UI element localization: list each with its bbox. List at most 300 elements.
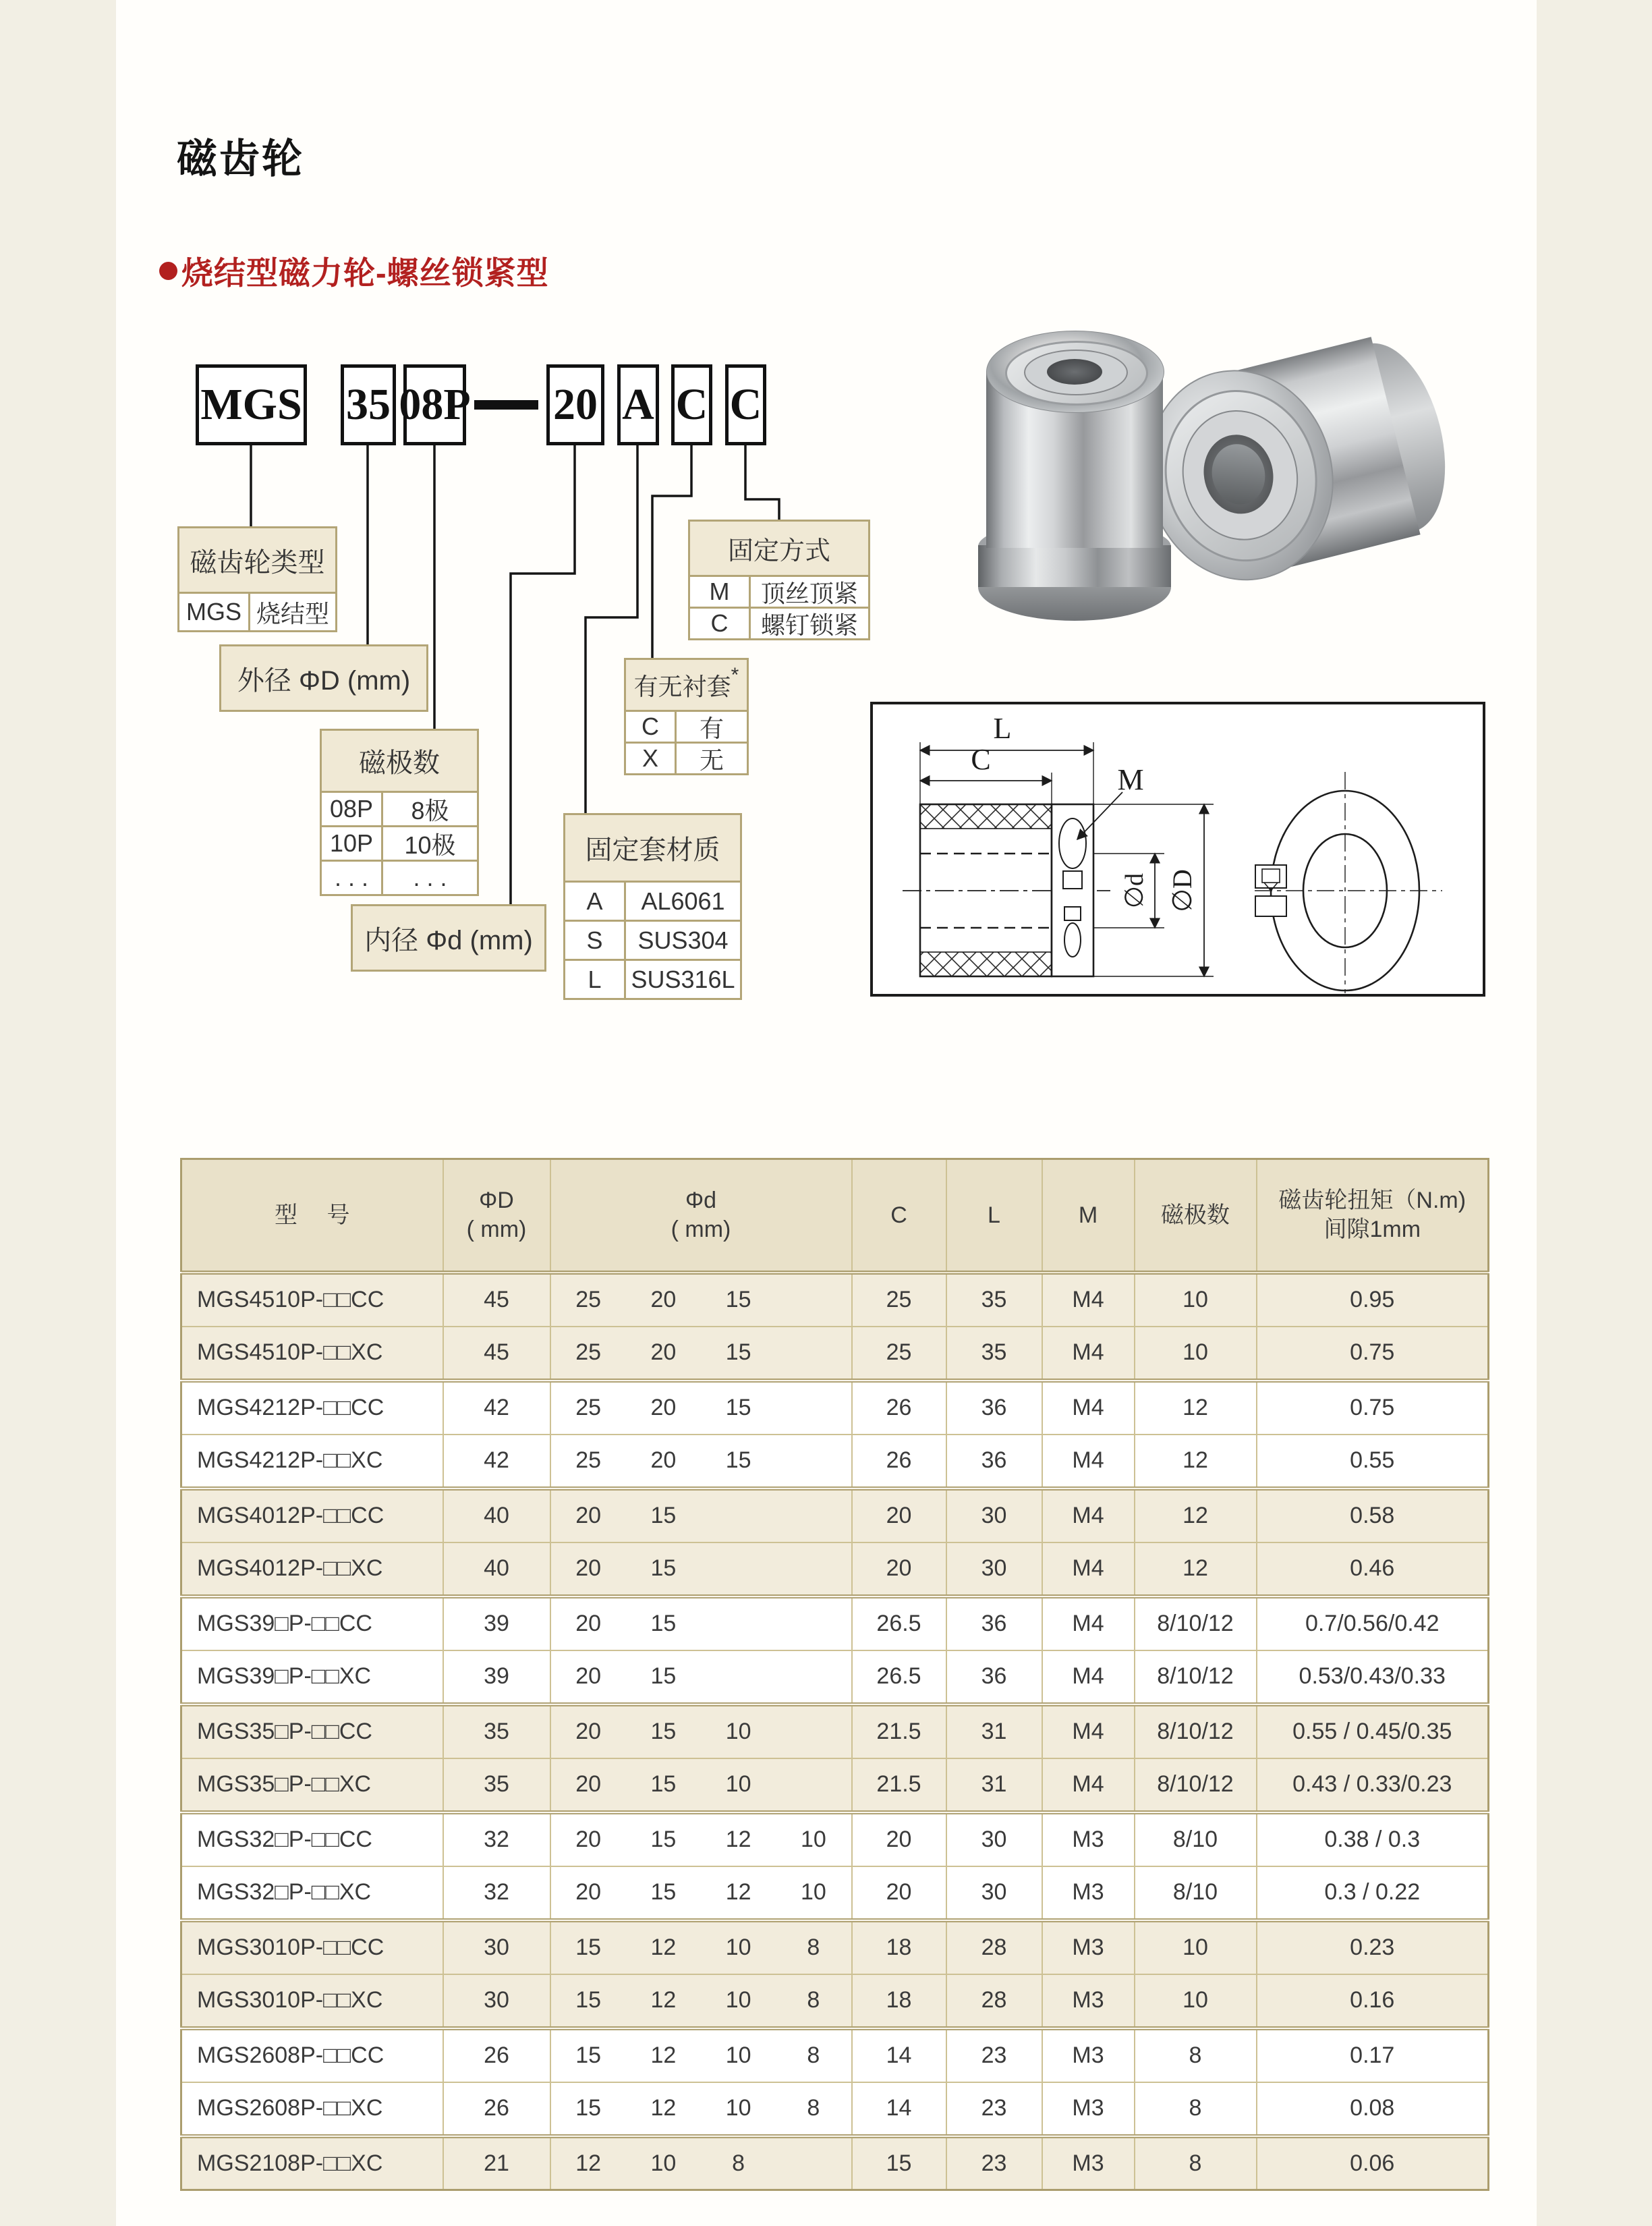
inner-diameter-value: 8 (807, 2042, 820, 2068)
cell-model: MGS4012P-□□CC (181, 1488, 443, 1542)
inner-diameter-value: 20 (650, 1339, 677, 1365)
col-header-id (550, 1159, 852, 1273)
part-code-box-6: C (725, 364, 766, 445)
cell-model: MGS2108P-□□XC (181, 2136, 443, 2190)
cell-outer-diameter: 45 (443, 1273, 550, 1327)
cell-outer-diameter: 40 (443, 1488, 550, 1542)
cell-m: M4 (1042, 1488, 1135, 1542)
spec-row-MGS4012P-□□XC (181, 1542, 1489, 1596)
cell-m: M4 (1042, 1273, 1135, 1327)
inner-diameter-value: 12 (725, 1879, 751, 1905)
cell-m: M3 (1042, 1866, 1135, 1920)
inner-diameter-value: 12 (650, 1987, 677, 2013)
cell-model: MGS32□P-□□CC (181, 1812, 443, 1866)
inner-diameter-value (776, 1447, 851, 1474)
cell-poles: 12 (1135, 1381, 1257, 1435)
legend-row (320, 862, 479, 896)
cell-model: MGS2608P-□□CC (181, 2028, 443, 2082)
cell-outer-diameter: 45 (443, 1327, 550, 1381)
spec-row-MGS35□P-□□XC (181, 1758, 1489, 1812)
cell-torque: 0.16 (1257, 1974, 1489, 2028)
cell-m: M4 (1042, 1650, 1135, 1704)
legend-code: C (690, 609, 751, 638)
cell-poles: 10 (1135, 1974, 1257, 2028)
cell-model: MGS4510P-□□CC (181, 1273, 443, 1327)
cell-l: 23 (946, 2082, 1042, 2136)
inner-diameter-value (776, 1719, 851, 1745)
cell-model: MGS35□P-□□CC (181, 1704, 443, 1758)
cell-outer-diameter: 30 (443, 1920, 550, 1974)
cell-poles: 8 (1135, 2082, 1257, 2136)
cell-poles: 12 (1135, 1542, 1257, 1596)
inner-diameter-value: 15 (650, 1555, 677, 1581)
cell-c: 20 (852, 1866, 946, 1920)
cell-outer-diameter: 35 (443, 1758, 550, 1812)
legend-title: 固定套材质 (563, 813, 742, 883)
cell-c: 21.5 (852, 1758, 946, 1812)
inner-diameter-value: 20 (575, 1827, 602, 1852)
col-header-od (443, 1159, 550, 1273)
inner-diameter-value (776, 1555, 851, 1582)
cell-l: 30 (946, 1812, 1042, 1866)
cell-poles: 10 (1135, 1273, 1257, 1327)
cell-m: M4 (1042, 1596, 1135, 1650)
cell-m: M3 (1042, 2082, 1135, 2136)
cell-l: 31 (946, 1758, 1042, 1812)
inner-diameter-value: 15 (575, 2042, 602, 2068)
cell-c: 14 (852, 2028, 946, 2082)
inner-diameter-value: 20 (650, 1447, 677, 1473)
cell-m: M4 (1042, 1758, 1135, 1812)
cell-l: 36 (946, 1650, 1042, 1704)
legend-bushing-option (624, 658, 749, 775)
inner-diameter-value (776, 1287, 851, 1313)
legend-meaning: 螺钉锁紧 (760, 611, 858, 639)
dim-label-C: C (971, 743, 991, 776)
legend-meaning: 顶丝顶紧 (760, 579, 858, 607)
spec-row-MGS4012P-□□CC (181, 1488, 1489, 1542)
cell-l: 30 (946, 1488, 1042, 1542)
legend-row (624, 712, 749, 744)
legend-title: 有无衬套 * (624, 658, 749, 712)
inner-diameter-value: 12 (650, 2095, 677, 2121)
cell-inner-diameters (550, 2136, 852, 2190)
inner-diameter-value (701, 1663, 776, 1690)
spec-row-MGS3010P-□□CC (181, 1920, 1489, 1974)
inner-diameter-value: 20 (575, 1771, 602, 1797)
inner-diameter-value: 12 (575, 2150, 602, 2176)
inner-diameter-value: 20 (575, 1503, 602, 1528)
legend-code: M (690, 577, 751, 607)
spec-row-MGS3010P-□□XC (181, 1974, 1489, 2028)
cell-model: MGS3010P-□□CC (181, 1920, 443, 1974)
dim-label-L: L (993, 712, 1012, 745)
cell-torque: 0.46 (1257, 1542, 1489, 1596)
col-header-model: 型 号 (181, 1159, 443, 1273)
cell-inner-diameters (550, 1758, 852, 1812)
cell-outer-diameter: 21 (443, 2136, 550, 2190)
cell-c: 14 (852, 2082, 946, 2136)
spec-row-MGS35□P-□□CC (181, 1704, 1489, 1758)
left-margin-strip (0, 0, 116, 2226)
cell-inner-diameters (550, 1974, 852, 2028)
legend-row (563, 922, 742, 961)
cell-torque: 0.3 / 0.22 (1257, 1866, 1489, 1920)
cell-c: 20 (852, 1542, 946, 1596)
inner-diameter-value: 15 (575, 1987, 602, 2013)
cell-model: MGS3010P-□□XC (181, 1974, 443, 2028)
cell-m: M3 (1042, 1812, 1135, 1866)
legend-code: . . . (322, 862, 383, 894)
cell-model: MGS39□P-□□CC (181, 1596, 443, 1650)
inner-diameter-value: 12 (650, 1935, 677, 1960)
cell-inner-diameters (550, 1596, 852, 1650)
inner-diameter-value: 10 (800, 1879, 826, 1905)
inner-diameter-value: 25 (575, 1447, 602, 1473)
inner-diameter-value (776, 2150, 851, 2177)
legend-sleeve-material (563, 813, 742, 1000)
legend-row (563, 883, 742, 922)
spec-row-MGS32□P-□□XC (181, 1866, 1489, 1920)
cell-model: MGS4510P-□□XC (181, 1327, 443, 1381)
inner-diameter-value: 15 (650, 1663, 677, 1689)
legend-title: 磁极数 (320, 729, 479, 793)
cell-m: M4 (1042, 1704, 1135, 1758)
spec-row-MGS39□P-□□XC (181, 1650, 1489, 1704)
part-code-box-0: MGS (196, 364, 307, 445)
page-title: 磁齿轮 (177, 136, 304, 182)
inner-diameter-value (776, 1611, 851, 1637)
bullet-icon (159, 262, 177, 280)
cell-poles: 10 (1135, 1327, 1257, 1381)
inner-diameter-value (701, 1611, 776, 1637)
cell-inner-diameters (550, 1273, 852, 1327)
legend-pole-count (320, 729, 479, 896)
cell-c: 21.5 (852, 1704, 946, 1758)
cell-l: 28 (946, 1920, 1042, 1974)
col-header-torque-line1: 磁齿轮扭矩（N.m) (1278, 1188, 1466, 1214)
cell-inner-diameters (550, 1488, 852, 1542)
cell-inner-diameters (550, 1704, 852, 1758)
cell-outer-diameter: 32 (443, 1812, 550, 1866)
cell-l: 23 (946, 2028, 1042, 2082)
cell-poles: 8/10 (1135, 1812, 1257, 1866)
cell-outer-diameter: 42 (443, 1381, 550, 1435)
legend-code: 08P (322, 793, 383, 825)
inner-diameter-value: 25 (575, 1395, 602, 1420)
inner-diameter-value (701, 1555, 776, 1582)
legend-row (624, 744, 749, 775)
cell-l: 30 (946, 1866, 1042, 1920)
cell-poles: 8/10/12 (1135, 1650, 1257, 1704)
legend-meaning: SUS316L (631, 965, 735, 993)
col-header-id-line2: ( mm) (671, 1216, 731, 1242)
cell-m: M4 (1042, 1327, 1135, 1381)
cell-torque: 0.75 (1257, 1327, 1489, 1381)
part-code-box-4: A (617, 364, 659, 445)
spec-row-MGS2608P-□□XC (181, 2082, 1489, 2136)
inner-diameter-value: 15 (650, 1879, 677, 1905)
inner-diameter-value: 15 (650, 1611, 677, 1636)
inner-diameter-value: 10 (725, 1771, 751, 1797)
cell-poles: 8/10 (1135, 1866, 1257, 1920)
cell-torque: 0.38 / 0.3 (1257, 1812, 1489, 1866)
cell-outer-diameter: 39 (443, 1596, 550, 1650)
inner-diameter-value: 15 (650, 1503, 677, 1528)
inner-diameter-value (776, 1663, 851, 1690)
legend-row (177, 594, 337, 632)
cell-l: 23 (946, 2136, 1042, 2190)
cell-poles: 10 (1135, 1920, 1257, 1974)
cell-outer-diameter: 35 (443, 1704, 550, 1758)
legend-fixing-method (688, 520, 870, 640)
cell-outer-diameter: 39 (443, 1650, 550, 1704)
inner-diameter-value: 20 (575, 1719, 602, 1744)
inner-diameter-value: 12 (650, 2042, 677, 2068)
cell-inner-diameters (550, 1920, 852, 1974)
spec-row-MGS2608P-□□CC (181, 2028, 1489, 2082)
cell-c: 18 (852, 1974, 946, 2028)
cell-m: M4 (1042, 1435, 1135, 1488)
part-code-box-5: C (671, 364, 712, 445)
legend-title: 内径 Φd (mm) (351, 904, 546, 972)
inner-diameter-value: 15 (650, 1827, 677, 1852)
cell-outer-diameter: 32 (443, 1866, 550, 1920)
cell-outer-diameter: 26 (443, 2028, 550, 2082)
cell-model: MGS4212P-□□XC (181, 1435, 443, 1488)
legend-meaning: 8极 (411, 796, 449, 825)
right-margin-strip (1537, 0, 1652, 2226)
legend-code: A (565, 883, 626, 920)
cell-c: 26 (852, 1435, 946, 1488)
inner-diameter-value: 20 (575, 1555, 602, 1581)
cell-poles: 8/10/12 (1135, 1596, 1257, 1650)
col-header-torque (1257, 1159, 1489, 1273)
cell-torque: 0.23 (1257, 1920, 1489, 1974)
inner-diameter-value: 15 (575, 2095, 602, 2121)
inner-diameter-value: 20 (650, 1395, 677, 1420)
cell-l: 36 (946, 1596, 1042, 1650)
inner-diameter-value: 12 (725, 1827, 751, 1852)
inner-diameter-value: 15 (725, 1395, 751, 1420)
part-code-separator (474, 400, 538, 410)
cell-inner-diameters (550, 2028, 852, 2082)
technical-drawing (870, 702, 1485, 997)
cell-m: M4 (1042, 1381, 1135, 1435)
technical-drawing-svg (873, 704, 1483, 994)
section-heading-text: 烧结型磁力轮-螺丝锁紧型 (181, 255, 549, 291)
inner-diameter-value (776, 1503, 851, 1529)
legend-outer-diameter (219, 644, 428, 712)
inner-diameter-value: 15 (725, 1287, 751, 1312)
legend-code: MGS (179, 594, 250, 630)
cell-m: M3 (1042, 1974, 1135, 2028)
cell-model: MGS39□P-□□XC (181, 1650, 443, 1704)
cell-l: 28 (946, 1974, 1042, 2028)
cell-inner-diameters (550, 1435, 852, 1488)
legend-title: 磁齿轮类型 (177, 526, 337, 594)
cell-inner-diameters (550, 1812, 852, 1866)
part-code-box-1: 35 (341, 364, 396, 445)
legend-meaning: . . . (413, 864, 447, 891)
legend-row (320, 793, 479, 827)
legend-gear-type (177, 526, 337, 632)
cell-outer-diameter: 42 (443, 1435, 550, 1488)
cell-c: 18 (852, 1920, 946, 1974)
legend-row (688, 609, 870, 640)
part-code-box-3: 20 (546, 364, 604, 445)
product-photo-right-cylinder (1124, 315, 1510, 654)
cell-m: M3 (1042, 2028, 1135, 2082)
legend-meaning: SUS304 (637, 926, 729, 954)
col-header-id-line1: Φd (685, 1188, 717, 1214)
cell-torque: 0.75 (1257, 1381, 1489, 1435)
cell-inner-diameters (550, 1381, 852, 1435)
inner-diameter-value (776, 1395, 851, 1421)
inner-diameter-value: 15 (575, 1935, 602, 1960)
product-photo (971, 316, 1491, 623)
inner-diameter-value: 10 (650, 2150, 677, 2176)
inner-diameter-value: 15 (650, 1771, 677, 1797)
inner-diameter-value (776, 1771, 851, 1798)
cell-torque: 0.53/0.43/0.33 (1257, 1650, 1489, 1704)
cell-outer-diameter: 30 (443, 1974, 550, 2028)
cell-c: 25 (852, 1327, 946, 1381)
cell-poles: 8/10/12 (1135, 1758, 1257, 1812)
cell-inner-diameters (550, 1327, 852, 1381)
legend-title: 外径 ΦD (mm) (219, 644, 428, 712)
inner-diameter-value: 25 (575, 1339, 602, 1365)
inner-diameter-value: 10 (725, 1987, 751, 2013)
cell-l: 30 (946, 1542, 1042, 1596)
spec-row-MGS2108P-□□XC (181, 2136, 1489, 2190)
legend-row (688, 577, 870, 609)
cell-inner-diameters (550, 1542, 852, 1596)
legend-code: X (626, 744, 677, 773)
col-header-torque-line2: 间隙1mm (1323, 1216, 1421, 1242)
inner-diameter-value: 20 (575, 1879, 602, 1905)
legend-code: L (565, 961, 626, 998)
inner-diameter-value: 20 (575, 1663, 602, 1689)
cell-poles: 8 (1135, 2136, 1257, 2190)
legend-meaning: 烧结型 (256, 599, 329, 628)
cell-torque: 0.08 (1257, 2082, 1489, 2136)
spec-row-MGS32□P-□□CC (181, 1812, 1489, 1866)
cell-l: 35 (946, 1327, 1042, 1381)
cell-outer-diameter: 26 (443, 2082, 550, 2136)
inner-diameter-value: 15 (650, 1719, 677, 1744)
spec-row-MGS39□P-□□CC (181, 1596, 1489, 1650)
cell-c: 25 (852, 1273, 946, 1327)
inner-diameter-value: 10 (725, 1935, 751, 1960)
cell-l: 31 (946, 1704, 1042, 1758)
inner-diameter-value: 10 (800, 1827, 826, 1852)
inner-diameter-value: 15 (725, 1339, 751, 1365)
dim-label-M: M (1117, 763, 1144, 796)
inner-diameter-value (776, 1339, 851, 1366)
cell-torque: 0.55 / 0.45/0.35 (1257, 1704, 1489, 1758)
cell-poles: 12 (1135, 1488, 1257, 1542)
cell-inner-diameters (550, 1866, 852, 1920)
inner-diameter-value: 10 (725, 2042, 751, 2068)
part-code-box-2: 08P (403, 364, 466, 445)
inner-diameter-value: 10 (725, 1719, 751, 1744)
cell-model: MGS32□P-□□XC (181, 1866, 443, 1920)
spec-row-MGS4510P-□□XC (181, 1327, 1489, 1381)
cell-poles: 8 (1135, 2028, 1257, 2082)
cell-c: 26.5 (852, 1650, 946, 1704)
inner-diameter-value: 8 (807, 2095, 820, 2121)
col-header-od-line2: ( mm) (466, 1216, 527, 1242)
inner-diameter-value: 8 (732, 2150, 745, 2176)
spec-table-section (180, 1158, 1487, 2191)
legend-title: 固定方式 (688, 520, 870, 577)
cell-torque: 0.58 (1257, 1488, 1489, 1542)
inner-diameter-value: 25 (575, 1287, 602, 1312)
cell-m: M3 (1042, 2136, 1135, 2190)
cell-poles: 12 (1135, 1435, 1257, 1488)
product-photo-left-cylinder (977, 331, 1179, 621)
inner-diameter-value: 15 (725, 1447, 751, 1473)
cell-m: M3 (1042, 1920, 1135, 1974)
legend-meaning: 无 (699, 746, 724, 774)
cell-inner-diameters (550, 1650, 852, 1704)
cell-model: MGS4212P-□□CC (181, 1381, 443, 1435)
cell-l: 36 (946, 1435, 1042, 1488)
legend-code: S (565, 922, 626, 959)
col-header-od-line1: ΦD (479, 1188, 514, 1214)
cell-torque: 0.95 (1257, 1273, 1489, 1327)
inner-diameter-value: 20 (650, 1287, 677, 1312)
cell-torque: 0.06 (1257, 2136, 1489, 2190)
col-header-m: M (1042, 1159, 1135, 1273)
dim-label-d: ∅d (1120, 872, 1149, 909)
cell-model: MGS4012P-□□XC (181, 1542, 443, 1596)
cell-c: 15 (852, 2136, 946, 2190)
cell-torque: 0.43 / 0.33/0.23 (1257, 1758, 1489, 1812)
col-header-c: C (852, 1159, 946, 1273)
inner-diameter-value: 10 (725, 2095, 751, 2121)
inner-diameter-value (701, 1503, 776, 1529)
cell-model: MGS2608P-□□XC (181, 2082, 443, 2136)
cell-l: 35 (946, 1273, 1042, 1327)
inner-diameter-value: 8 (807, 1987, 820, 2013)
cell-torque: 0.55 (1257, 1435, 1489, 1488)
cell-inner-diameters (550, 2082, 852, 2136)
legend-row (563, 961, 742, 1000)
cell-torque: 0.7/0.56/0.42 (1257, 1596, 1489, 1650)
spec-row-MGS4212P-□□CC (181, 1381, 1489, 1435)
section-heading (159, 248, 549, 294)
cell-torque: 0.17 (1257, 2028, 1489, 2082)
cell-c: 26.5 (852, 1596, 946, 1650)
spec-row-MGS4510P-□□CC (181, 1273, 1489, 1327)
legend-row (320, 827, 479, 862)
inner-diameter-value: 20 (575, 1611, 602, 1636)
legend-code: C (626, 712, 677, 742)
col-header-poles: 磁极数 (1135, 1159, 1257, 1273)
cell-c: 20 (852, 1488, 946, 1542)
legend-code: 10P (322, 827, 383, 860)
legend-meaning: 有 (699, 714, 724, 742)
cell-c: 26 (852, 1381, 946, 1435)
legend-meaning: AL6061 (641, 887, 725, 915)
cell-l: 36 (946, 1381, 1042, 1435)
cell-model: MGS35□P-□□XC (181, 1758, 443, 1812)
spec-row-MGS4212P-□□XC (181, 1435, 1489, 1488)
cell-c: 20 (852, 1812, 946, 1866)
cell-outer-diameter: 40 (443, 1542, 550, 1596)
